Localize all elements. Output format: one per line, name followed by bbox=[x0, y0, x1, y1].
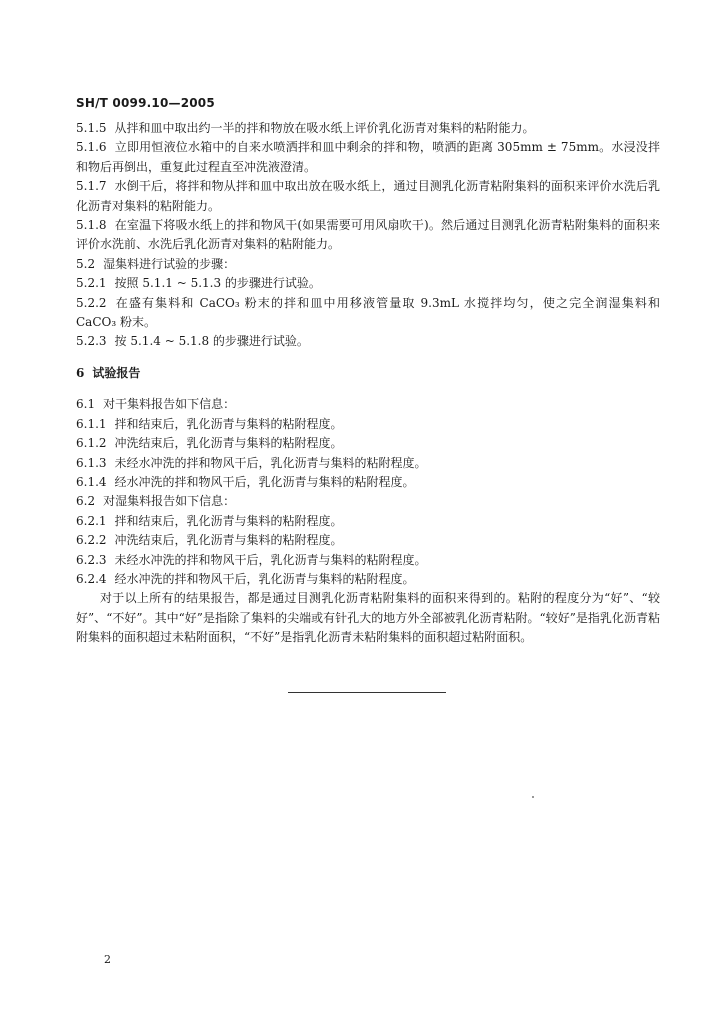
clause-text: 水倒干后，将拌和物从拌和皿中取出放在吸水纸上，通过目测乳化沥青粘附集料的面积来评价水洗后乳化沥青对集料的粘附能力。 bbox=[76, 179, 660, 213]
scan-speck bbox=[532, 796, 534, 798]
clause-number: 6.2.1 bbox=[76, 513, 107, 528]
clause-5-2-1 bbox=[76, 274, 660, 293]
clause-number: 6.2.3 bbox=[76, 552, 107, 567]
clause-6-1-4 bbox=[76, 473, 660, 492]
clause-text: 在室温下将吸水纸上的拌和物风干(如果需要可用风扇吹干)。然后通过目测乳化沥青粘附集料的面积来评价水洗前、水洗后乳化沥青对集料的粘附能力。 bbox=[76, 218, 660, 252]
page-number: 2 bbox=[104, 953, 111, 966]
clause-text: 冲洗结束后，乳化沥青与集料的粘附程度。 bbox=[114, 533, 343, 548]
clause-6-1-1 bbox=[76, 415, 660, 434]
clause-6-2 bbox=[76, 492, 660, 511]
clause-text: 按照 5.1.1 ~ 5.1.3 的步骤进行试验。 bbox=[114, 276, 321, 291]
clause-number: 6.1.4 bbox=[76, 474, 107, 489]
clause-6-1-2 bbox=[76, 434, 660, 453]
clause-6-2-3 bbox=[76, 551, 660, 570]
clause-number: 6.1.1 bbox=[76, 416, 107, 431]
clause-text: 从拌和皿中取出约一半的拌和物放在吸水纸上评价乳化沥青对集料的粘附能力。 bbox=[114, 121, 535, 135]
clause-text: 拌和结束后，乳化沥青与集料的粘附程度。 bbox=[114, 513, 343, 528]
clause-text: 对干集料报告如下信息： bbox=[103, 397, 236, 412]
clause-number: 5.1.7 bbox=[76, 179, 107, 194]
clause-text: 立即用恒液位水箱中的自来水喷洒拌和皿中剩余的拌和物，喷洒的距离 305mm ± 75mm。水浸没拌和物后再倒出，重复此过程直至冲洗液澄清。 bbox=[76, 140, 660, 174]
end-rule bbox=[288, 692, 446, 693]
clause-5-1-8 bbox=[76, 216, 660, 255]
clause-text: 未经水冲洗的拌和物风干后，乳化沥青与集料的粘附程度。 bbox=[114, 552, 427, 567]
closing-paragraph: 对于以上所有的结果报告，都是通过目测乳化沥青粘附集料的面积来得到的。粘附的程度分为“好”、“较好”、“不好”。其中“好”是指除了集料的尖端或有针孔大的地方外全部被乳化沥青粘附。“较好”是指乳化沥青粘附集料的面积超过未粘附面积，“不好”是指乳化沥青未粘附集料的面积超过粘附面积。 bbox=[76, 591, 660, 645]
section-number: 6 bbox=[76, 365, 85, 380]
clause-text: 经水冲洗的拌和物风干后，乳化沥青与集料的粘附程度。 bbox=[114, 571, 415, 586]
clause-text: 冲洗结束后，乳化沥青与集料的粘附程度。 bbox=[114, 436, 343, 451]
clause-number: 5.2.1 bbox=[76, 276, 107, 291]
clause-number: 5.2.3 bbox=[76, 334, 107, 349]
section-6-title bbox=[76, 364, 660, 383]
clause-text: 在盛有集料和 CaCO₃ 粉末的拌和皿中用移液管量取 9.3mL 水搅拌均匀，使之完全润湿集料和 CaCO₃ 粉末。 bbox=[76, 295, 660, 330]
body-content bbox=[76, 119, 660, 648]
clause-number: 5.2 bbox=[76, 256, 96, 271]
clause-5-2-2 bbox=[76, 294, 660, 333]
clause-number: 6.1.3 bbox=[76, 455, 107, 470]
clause-6-2-2 bbox=[76, 531, 660, 550]
clause-5-2-3 bbox=[76, 332, 660, 351]
clause-number: 5.1.5 bbox=[76, 121, 107, 135]
standard-id-header: SH/T 0099.10—2005 bbox=[76, 96, 215, 110]
clause-number: 5.1.8 bbox=[76, 218, 107, 233]
clause-text: 未经水冲洗的拌和物风干后，乳化沥青与集料的粘附程度。 bbox=[114, 455, 427, 470]
clause-5-1-6 bbox=[76, 138, 660, 177]
clause-text: 经水冲洗的拌和物风干后，乳化沥青与集料的粘附程度。 bbox=[114, 474, 415, 489]
clause-6-1-3 bbox=[76, 454, 660, 473]
clause-text: 湿集料进行试验的步骤： bbox=[103, 256, 236, 271]
clause-5-2 bbox=[76, 255, 660, 274]
clause-6-2-1 bbox=[76, 512, 660, 531]
clause-number: 6.2 bbox=[76, 494, 96, 509]
section-gap bbox=[76, 352, 660, 364]
clause-number: 5.1.6 bbox=[76, 140, 107, 155]
clause-6-2-4 bbox=[76, 570, 660, 589]
clause-number: 6.1.2 bbox=[76, 436, 107, 451]
section-gap bbox=[76, 383, 660, 395]
section-title-text: 试验报告 bbox=[92, 365, 141, 380]
clause-number: 5.2.2 bbox=[76, 295, 107, 310]
clause-number: 6.2.2 bbox=[76, 533, 107, 548]
clause-6-1 bbox=[76, 395, 660, 414]
clause-number: 6.1 bbox=[76, 397, 96, 412]
clause-5-1-5 bbox=[76, 119, 660, 138]
clause-text: 按 5.1.4 ~ 5.1.8 的步骤进行试验。 bbox=[114, 334, 309, 349]
clause-text: 对湿集料报告如下信息： bbox=[103, 494, 236, 509]
clause-5-1-7 bbox=[76, 177, 660, 216]
clause-text: 拌和结束后，乳化沥青与集料的粘附程度。 bbox=[114, 416, 343, 431]
clause-number: 6.2.4 bbox=[76, 571, 107, 586]
